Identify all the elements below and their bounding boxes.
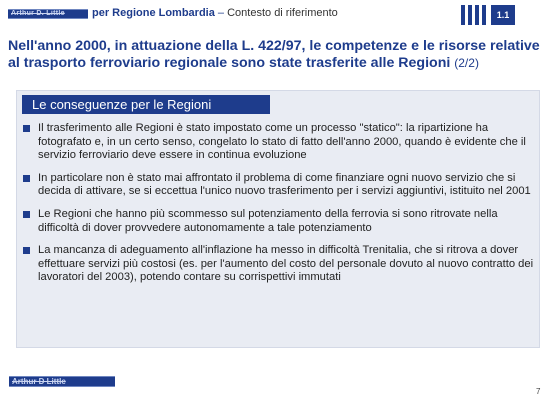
- section-bar: [475, 5, 479, 25]
- bullet-text: La mancanza di adeguamento all'inflazione ha messo in difficoltà Trenitalia, che si ritrova a dover effettuare servizi più costosi (es. per l'aumento del costo del personale dovuto al nuovo contratto dei lavoratori del 2003), potendo contare su corrispettivi immutati: [38, 244, 534, 284]
- slide-title: [8, 38, 548, 72]
- section-bars-icon: [461, 5, 486, 25]
- section-bar: [468, 5, 472, 25]
- header-subject: [92, 7, 338, 19]
- bullet-item: [22, 244, 538, 285]
- bullet-text: Il trasferimento alle Regioni è stato impostato come un processo "statico": la ripartizione ha fotografato e, in un certo senso, congelato lo stato di fatto dell'anno 2000, quando è evidente che il servizio ferroviario deve essere in continua evoluzione: [38, 122, 526, 162]
- brand-logo-text: Arthur D. Little: [11, 10, 65, 17]
- header-separator: –: [217, 7, 225, 19]
- bullet-item: [22, 208, 538, 235]
- bullet-square-icon: [23, 125, 30, 132]
- page-number: 7: [536, 387, 541, 396]
- bullet-item: [22, 122, 538, 163]
- bullet-square-icon: [23, 175, 30, 182]
- bullet-item: [22, 172, 538, 199]
- bullet-list: [22, 122, 538, 294]
- slide-title-text: Nell'anno 2000, in attuazione della L. 422/97, le competenze e le risorse relative al trasporto ferroviario regionale sono state trasferite alle Regioni: [8, 38, 540, 71]
- header-context: Contesto di riferimento: [227, 7, 338, 19]
- section-bar: [461, 5, 465, 25]
- bullet-text: Le Regioni che hanno più scommesso sul potenziamento della ferrovia si sono ritrovate nella difficoltà di dover provvedere autonomamente a tale potenziamento: [38, 207, 498, 234]
- section-number-badge: 1.1: [491, 5, 515, 25]
- slide-title-page-count: (2/2): [454, 56, 479, 70]
- footer-logo: [9, 376, 115, 387]
- brand-logo: [8, 9, 88, 19]
- bullet-square-icon: [23, 247, 30, 254]
- panel-heading: Le conseguenze per le Regioni: [22, 95, 270, 114]
- bullet-square-icon: [23, 211, 30, 218]
- section-bar: [482, 5, 486, 25]
- footer-logo-text: Arthur D Little: [12, 377, 66, 386]
- bullet-text: In particolare non è stato mai affrontato il problema di come finanziare ogni nuovo servizio che si decida di attivare, se si eccettua l'unico nuovo trasferimento per i servizi aggiuntivi, istituito nel 2001: [38, 171, 531, 198]
- header-subject-prefix: per Regione Lombardia: [92, 7, 215, 19]
